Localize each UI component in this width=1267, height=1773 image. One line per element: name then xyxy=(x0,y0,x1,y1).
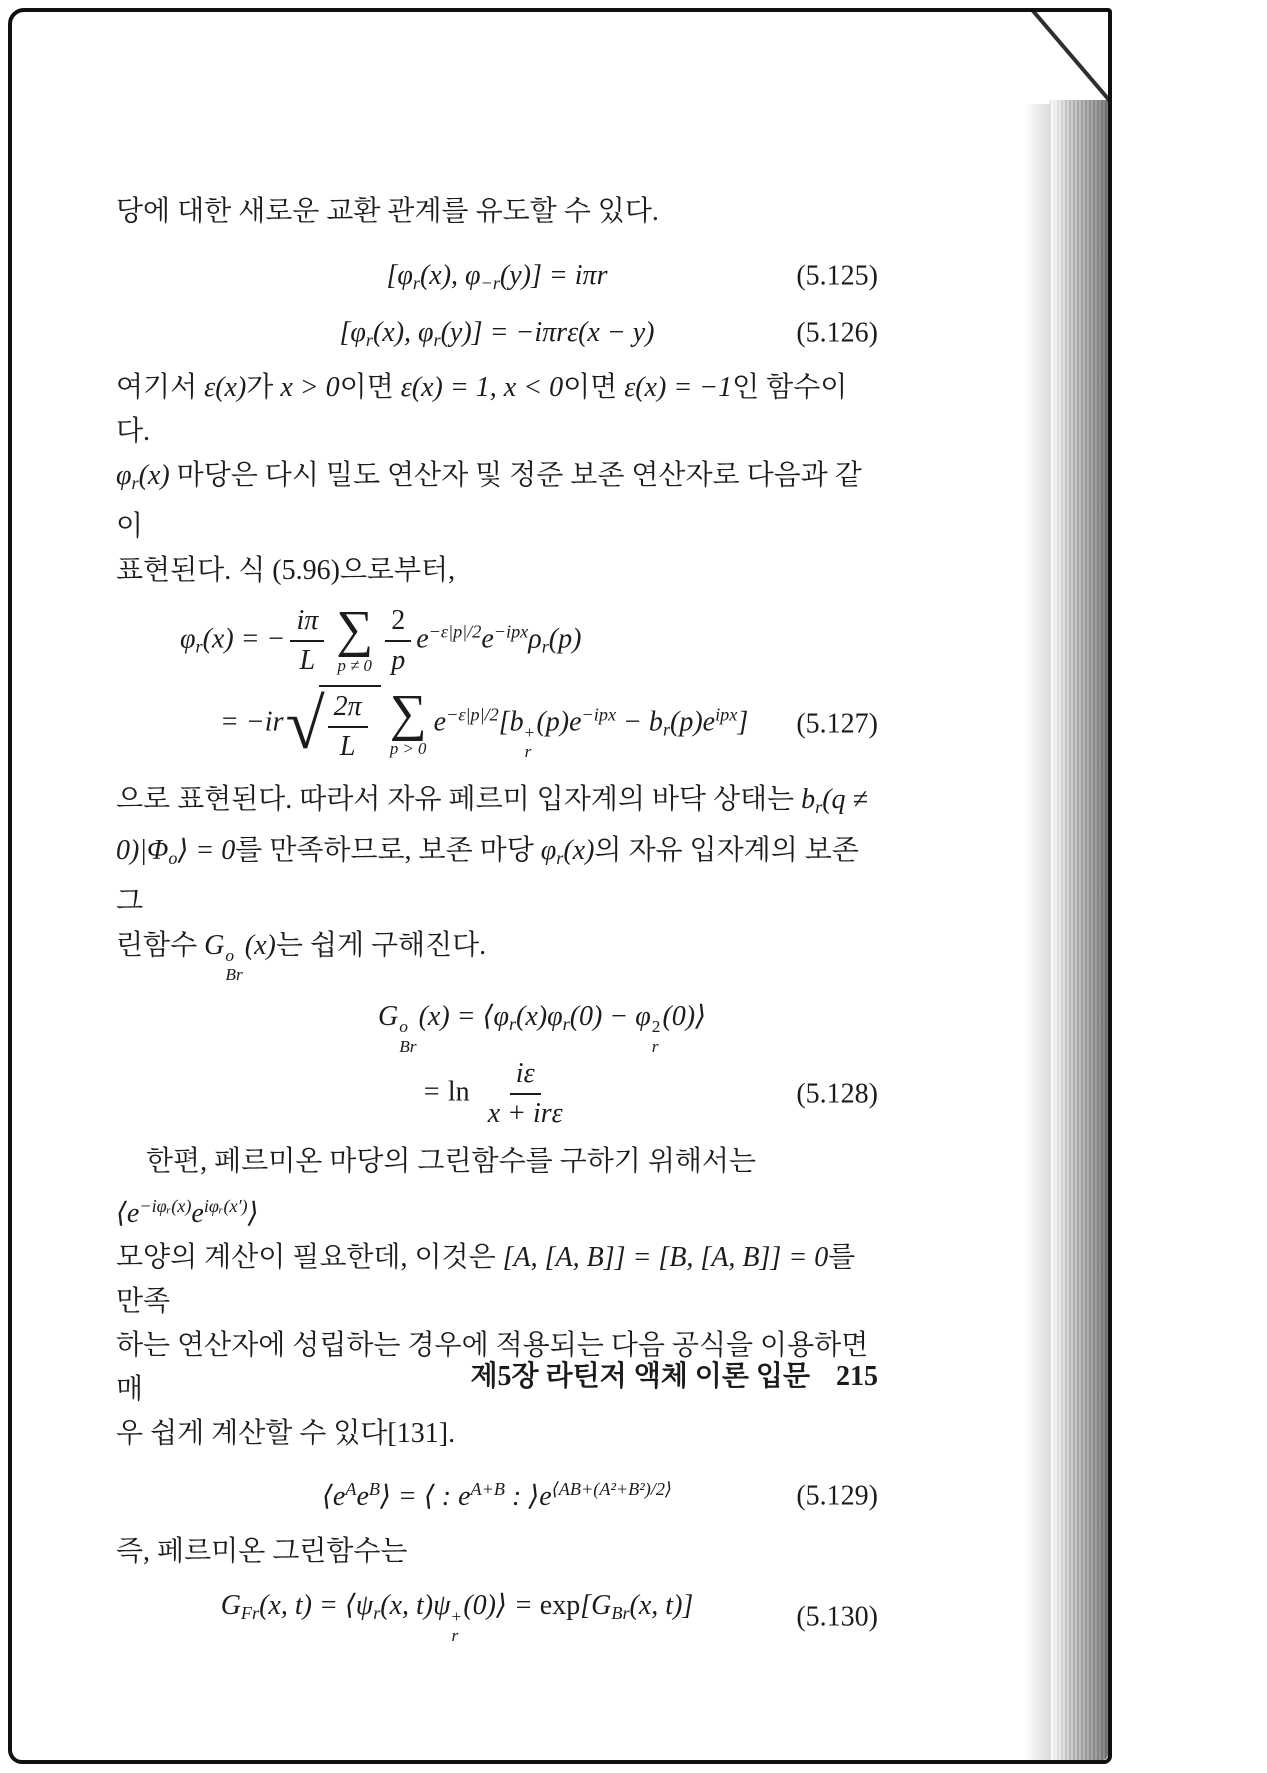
equation-body: G o Br $(x) = ⟨\varphi_r(x)\varphi_r(0) - \varphi$ 2 r (0)⟩ xyxy=(377,1000,707,1056)
equation-5-129 xyxy=(116,1478,878,1514)
equation-number: (5.127) xyxy=(796,708,878,740)
equation-number: (5.126) xyxy=(796,317,878,349)
equation-5-130 xyxy=(116,1588,878,1645)
equation-body: $G_{Fr}(x$, $t) = ⟨\psi_r(x$, t)ψ + r (0)⟩ = $\exp[G_{Br}(x$, t)] xyxy=(220,1590,694,1646)
page-gutter-shadow xyxy=(1024,104,1050,1760)
paragraph-line-12: 즉, 페르미온 그린함수는 xyxy=(116,1536,408,1568)
paragraph-line-11: 우 쉽게 계산할 수 있다[131]. xyxy=(116,1418,456,1450)
equation-body: [$\varphi_r(x)$, $\varphi_r(y)] = -i\pi r\varepsilon(x - y)$ xyxy=(339,316,655,350)
equation-5-127-line-1 xyxy=(116,601,878,677)
equation-body: = −ir √ $\frac{2\pi}{L}$ ∑ p > 0 $e^{-\varepsilon|p|/2}[b$ + r $(p)e^{-ipx} - b_r(p)e^{ipx}$] xyxy=(220,684,749,764)
page-footer xyxy=(116,1354,878,1394)
equation-5-128-line-2 xyxy=(116,1058,878,1130)
book-page xyxy=(8,8,1112,1764)
paragraph-line-1: 당에 대한 새로운 교환 관계를 유도할 수 있다. xyxy=(116,196,659,227)
equation-body: $\varphi_r(x)$ = − $\frac{i\pi}{L}$ ∑ p ≠ 0 $\frac{2}{p}$ $e^{-\varepsilon|p|/2}e^{-ipx}\rho_r(p)$ xyxy=(180,601,582,676)
page-number: 215 xyxy=(836,1361,878,1392)
equation-5-125 xyxy=(116,258,878,295)
running-footer-title: 제5장 라틴저 액체 이론 입문 xyxy=(470,1361,810,1392)
equation-body: $⟨e^Ae^B⟩$ = ⟨ : $e^{A+B}$ : $⟩e^{⟨AB+(A^2+B^2)/2⟩}$ xyxy=(321,1479,673,1513)
equation-body: [$\varphi_r(x)$, $\varphi_{-r}(y)] = i\pi r$ xyxy=(386,260,608,294)
paragraph-line-2: 여기서 ε(x)가 x > 0이면 ε(x) = 1, x < 0이면 ε(x) = −1인 함수이다. xyxy=(116,371,848,447)
equation-number: (5.129) xyxy=(796,1480,878,1512)
paragraph-line-3: $\varphi_r(x)$ 마당은 다시 밀도 연산자 및 정준 보존 연산자로 다음과 같이 xyxy=(116,459,862,542)
paragraph-line-8: 한편, 페르미온 마당의 그린함수를 구하기 위해서는 $⟨e^{-i\varphi ᵣ(x)}e^{i\varphi ᵣ(x')}⟩$ xyxy=(116,1146,757,1230)
equation-5-127-line-2 xyxy=(116,685,878,763)
paragraph-line-5: 으로 표현된다. 따라서 자유 페르미 입자계의 바닥 상태는 $b_r(q$ ≠ xyxy=(116,783,868,817)
equation-number: (5.130) xyxy=(796,1601,878,1633)
equation-body: = ln $\frac{i\varepsilon}{\text{x + irε}}$ xyxy=(422,1058,563,1130)
paragraph-line-6: $0)|\Phi_o⟩ = 0$를 만족하므로, 보존 마당 $\varphi_r(x)$의 자유 입자계의 보존 그 xyxy=(116,834,859,917)
book-page-stack-edge xyxy=(1050,100,1108,1760)
paragraph-line-9: 모양의 계산이 필요한데, 이것은 [A, [A, B]] = [B, [A, B]] = 0를 만족 xyxy=(116,1242,856,1318)
equation-number: (5.128) xyxy=(796,1078,878,1110)
paragraph-line-4: 표현된다. 식 (5.96)으로부터, xyxy=(116,554,456,586)
equation-5-126 xyxy=(116,315,878,352)
equation-5-128-line-1 xyxy=(116,999,878,1056)
paragraph-line-10: 하는 연산자에 성립하는 경우에 적용되는 다음 공식을 이용하면 매 xyxy=(116,1330,869,1406)
page-content xyxy=(116,190,878,1646)
paragraph-line-7: 린함수 G o Br (x)는 쉽게 구해진다. xyxy=(116,929,487,985)
equation-number: (5.125) xyxy=(796,260,878,292)
